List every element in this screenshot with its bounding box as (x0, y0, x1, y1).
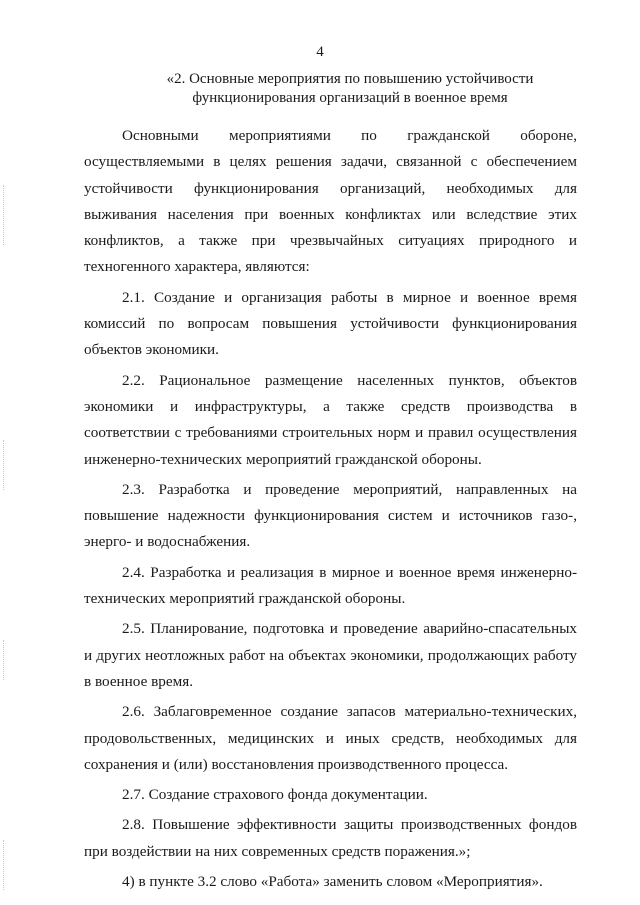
amendment-4-paragraph: 4) в пункте 3.2 слово «Работа» заменить словом «Мероприятия». (122, 873, 543, 891)
scan-margin-mark (3, 840, 5, 890)
item-2-4-paragraph: 2.4. Разработка и реализация в мирное и военное время инженерно-технических мероприятий гражданской обороны. (84, 563, 577, 608)
item-2-3-paragraph: 2.3. Разработка и проведение мероприятий, направленных на повышение надежности функционирования систем и источников газо-, энерго- и водоснабжения. (84, 480, 577, 551)
heading-line-2: функционирования организаций в военное время (192, 90, 508, 106)
intro-paragraph: Основными мероприятиями по гражданской обороне, осуществляемыми в целях решения задачи, связанной с обеспечением устойчивости функционирования организаций, необходимых для выживания населения при военных конфликтах или вследствие этих конфликтов, а также при чрезвычайных ситуациях природного и техногенного характера, являются: (84, 127, 577, 276)
scan-margin-mark (3, 640, 5, 680)
section-heading (140, 70, 560, 108)
scan-margin-mark (3, 440, 5, 490)
item-2-7-paragraph: 2.7. Создание страхового фонда документации. (122, 786, 428, 804)
scan-margin-mark (3, 185, 5, 245)
item-2-1-paragraph: 2.1. Создание и организация работы в мирное и военное время комиссий по вопросам повышения устойчивости функционирования объектов экономики. (84, 288, 577, 359)
item-2-2-paragraph: 2.2. Рациональное размещение населенных пунктов, объектов экономики и инфраструктуры, а также средств производства в соответствии с требованиями строительных норм и правил осуществления инженерно-технических мероприятий гражданской обороны. (84, 371, 577, 468)
page-number: 4 (316, 44, 324, 60)
item-2-8-paragraph: 2.8. Повышение эффективности защиты производственных фондов при воздействии на них современных средств поражения.»; (84, 816, 577, 860)
item-2-5-paragraph: 2.5. Планирование, подготовка и проведение аварийно-спасательных и других неотложных работ на объектах экономики, продолжающих работу в военное время. (84, 620, 577, 690)
heading-line-1: «2. Основные мероприятия по повышению устойчивости (166, 71, 534, 87)
document-body (84, 123, 577, 895)
item-2-6-paragraph: 2.6. Заблаговременное создание запасов материально-технических, продовольственных, медицинских и иных средств, необходимых для сохранения и (или) восстановления производственного процесса. (84, 703, 577, 773)
